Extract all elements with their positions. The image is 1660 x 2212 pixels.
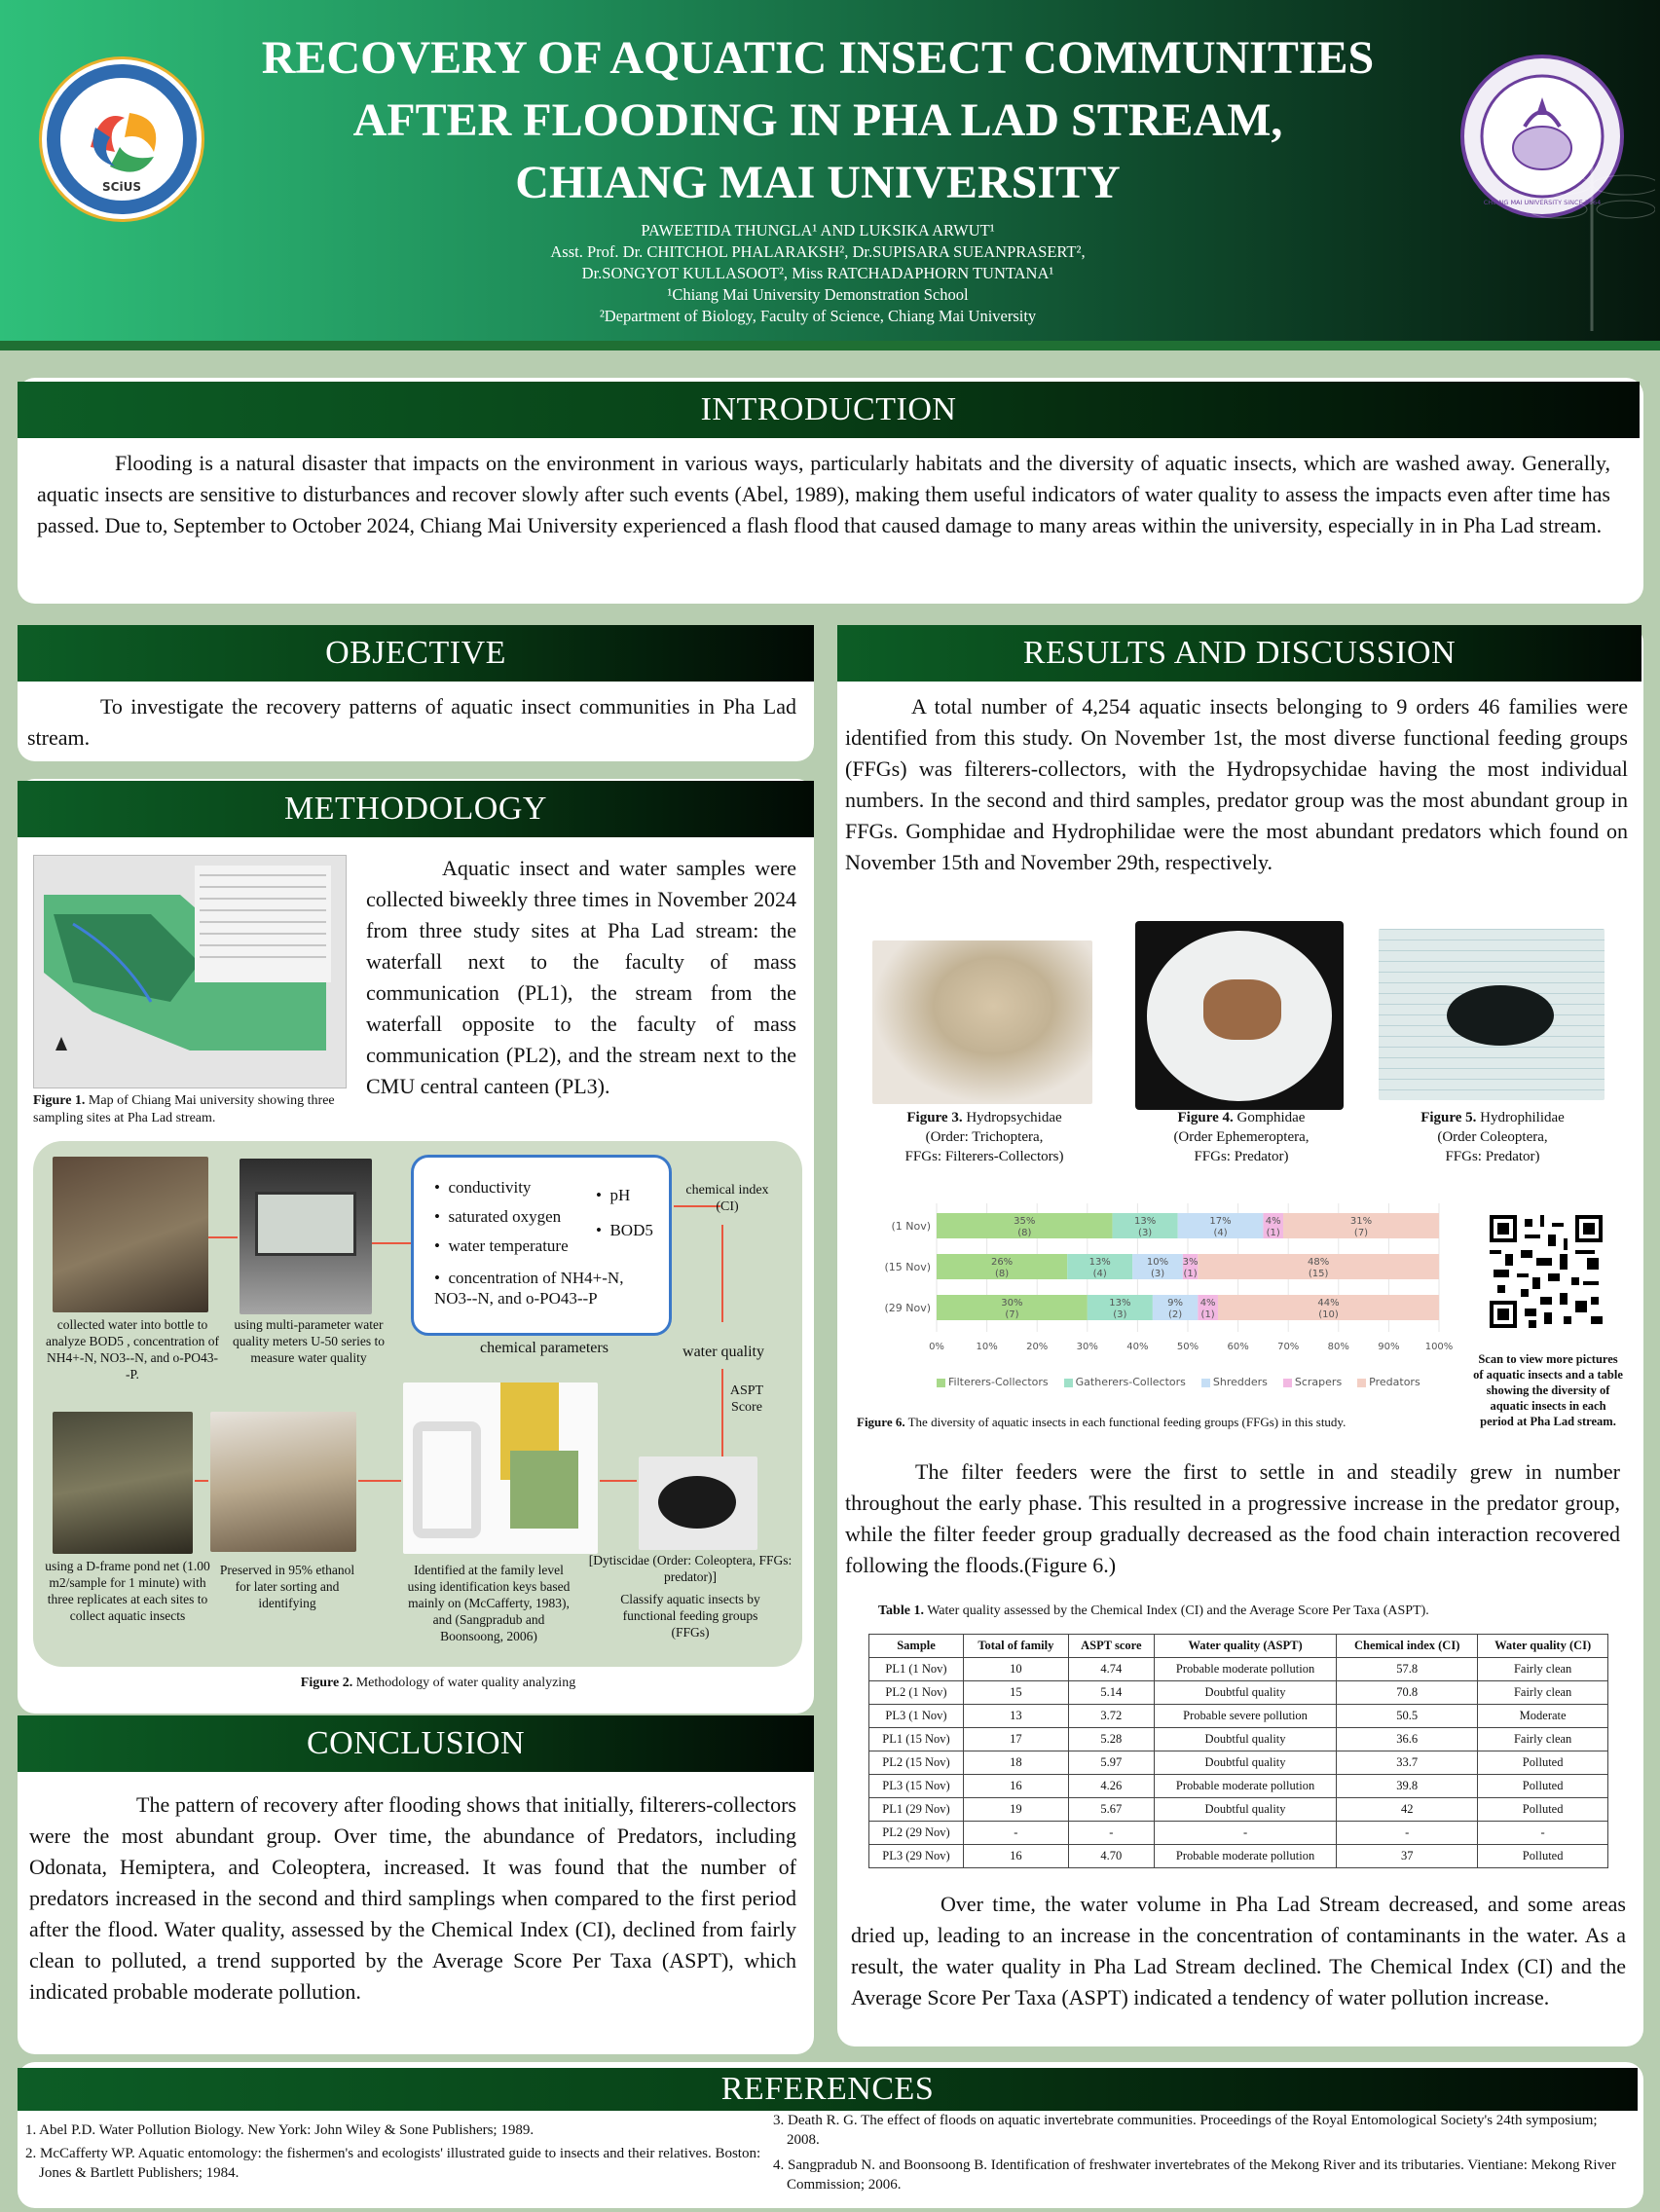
table-header-cell: Total of family — [964, 1635, 1069, 1658]
qr-code[interactable] — [1486, 1211, 1606, 1332]
figure-1-caption: Figure 1. Map of Chiang Mai university showing three sampling sites at Pha Lad stream. — [33, 1093, 335, 1125]
poster-header — [0, 0, 1660, 350]
table-cell: - — [1337, 1822, 1478, 1845]
arrow-ci-down — [721, 1225, 723, 1322]
data-label-count: (10) — [1318, 1309, 1339, 1320]
table-cell: 5.14 — [1068, 1681, 1154, 1705]
x-tick-label: 60% — [1227, 1342, 1249, 1352]
figure-3-caption: Figure 3. Hydropsychidae (Order: Trichoptera, FFGs: Filterers-Collectors) — [904, 1110, 1064, 1164]
arrow-preserve-to-identify — [358, 1480, 401, 1482]
table-cell: Fairly clean — [1478, 1681, 1608, 1705]
photo-dytiscidae — [639, 1456, 757, 1550]
table-cell: 39.8 — [1337, 1775, 1478, 1798]
dragonfly-watermark — [1529, 127, 1655, 341]
legend-item — [1064, 1376, 1186, 1388]
data-label-count: (15) — [1308, 1269, 1329, 1279]
table-cell: - — [964, 1822, 1069, 1845]
table-cell: 10 — [964, 1658, 1069, 1681]
step-classify-title: [Dytiscidae (Order: Coleoptera, FFGs: predator)] — [588, 1553, 793, 1584]
x-tick-label: 70% — [1277, 1342, 1300, 1352]
data-label-count: (1) — [1266, 1228, 1280, 1238]
table-row — [869, 1751, 1608, 1775]
reference-1: 1. Abel P.D. Water Pollution Biology. New York: John Wiley & Sone Publishers; 1989. — [25, 2122, 535, 2138]
arrow-meter-to-box — [372, 1242, 411, 1244]
table-cell: Polluted — [1478, 1798, 1608, 1822]
arrow-net-to-preserve — [195, 1480, 208, 1482]
x-tick-label: 30% — [1076, 1342, 1098, 1352]
table-cell: 57.8 — [1337, 1658, 1478, 1681]
table-cell: - — [1478, 1822, 1608, 1845]
introduction-heading: INTRODUCTION — [18, 382, 1640, 438]
step-water-meter: using multi-parameter water quality meters U-50 series to measure water quality — [233, 1317, 385, 1365]
param-bod5: • BOD5 — [596, 1221, 653, 1239]
arrow-water-to-meter — [208, 1236, 238, 1238]
introduction-text: Flooding is a natural disaster that impacts on the environment in various ways, particularly habitats and the diversity of aquatic insects, which are washed away. Generally, aquatic insects are sensitive to disturbances and recover slowly after such events (Abel, 1989), making them useful indicators of water quality to assess the impacts even after time has passed. Due to, September to October 2024, Chiang Mai University experienced a flash flood that caused damage to many areas within the university, especially in in Pha Lad stream. — [37, 451, 1610, 537]
water-quality-table — [868, 1634, 1608, 1868]
table-cell: Probable severe pollution — [1154, 1705, 1336, 1728]
table-cell: 19 — [964, 1798, 1069, 1822]
param-conductivity: • conductivity — [434, 1178, 532, 1197]
legend-item — [1357, 1376, 1420, 1388]
table-cell: 17 — [964, 1728, 1069, 1751]
svg-text:CHIANG MAI UNIVERSITY SINCE 19: CHIANG MAI UNIVERSITY SINCE 1964 — [1483, 199, 1602, 206]
table-cell: Probable moderate pollution — [1154, 1658, 1336, 1681]
poster-title: RECOVERY OF AQUATIC INSECT COMMUNITIES AFTER FLOODING IN PHA LAD STREAM, CHIANG MAI UNIVERSITY — [261, 32, 1375, 208]
data-label-count: (1) — [1200, 1309, 1215, 1320]
table-cell: 5.97 — [1068, 1751, 1154, 1775]
svg-text:SCiUS: SCiUS — [102, 180, 141, 194]
table-cell: 15 — [964, 1681, 1069, 1705]
table-row — [869, 1798, 1608, 1822]
scius-logo — [39, 56, 204, 222]
data-label-percent: 4% — [1265, 1216, 1281, 1227]
data-label-percent: 13% — [1134, 1216, 1157, 1227]
data-label-percent: 3% — [1182, 1257, 1199, 1268]
table-cell: 37 — [1337, 1845, 1478, 1868]
table-cell: Moderate — [1478, 1705, 1608, 1728]
objective-text: To investigate the recovery patterns of aquatic insect communities in Pha Lad stream. — [27, 694, 796, 750]
legend-swatch — [1357, 1379, 1366, 1387]
figure-6-caption: Figure 6. The diversity of aquatic insects in each functional feeding groups (FFGs) in this study. — [857, 1415, 1346, 1429]
table-cell: 3.72 — [1068, 1705, 1154, 1728]
legend-swatch — [937, 1379, 945, 1387]
table-cell: Probable moderate pollution — [1154, 1845, 1336, 1868]
photo-hydrophilidae — [1379, 929, 1605, 1100]
x-tick-label: 10% — [976, 1342, 998, 1352]
results-text-3: Over time, the water volume in Pha Lad Stream decreased, and some areas dried up, leading to an increase in the concentration of contaminants in the water. As a result, the water quality in Pha Lad Stream declined. The Chemical Index (CI) and the Average Score Per Taxa (ASPT) indicated a tendency of water pollution increase. — [851, 1892, 1626, 2009]
table-cell: Polluted — [1478, 1775, 1608, 1798]
table-row — [869, 1822, 1608, 1845]
step-classify: Classify aquatic insects by functional feeding groups (FFGs) — [620, 1592, 760, 1640]
table-header-cell: Chemical index (CI) — [1337, 1635, 1478, 1658]
references-heading: REFERENCES — [18, 2068, 1638, 2111]
data-label-count: (8) — [994, 1269, 1010, 1279]
x-tick-label: 80% — [1327, 1342, 1349, 1352]
qr-caption: Scan to view more pictures of aquatic insects and a table showing the diversity of aquatic insects in each period at Pha Lad stream. — [1473, 1352, 1623, 1428]
results-heading: RESULTS AND DISCUSSION — [837, 625, 1642, 682]
data-label-percent: 48% — [1308, 1257, 1330, 1268]
data-label-percent: 13% — [1088, 1257, 1111, 1268]
category-label: (15 Nov) — [884, 1261, 931, 1273]
data-label-percent: 9% — [1167, 1298, 1184, 1309]
table-cell: PL1 (29 Nov) — [869, 1798, 964, 1822]
legend-label: Shredders — [1212, 1376, 1268, 1388]
legend-label: Filterers-Collectors — [948, 1376, 1049, 1388]
table-cell: Polluted — [1478, 1751, 1608, 1775]
table-row — [869, 1775, 1608, 1798]
table-row — [869, 1658, 1608, 1681]
table-cell: PL3 (15 Nov) — [869, 1775, 964, 1798]
photo-gomphidae — [1135, 921, 1344, 1110]
legend-label: Predators — [1369, 1376, 1420, 1388]
table-cell: 42 — [1337, 1798, 1478, 1822]
chart-legend — [937, 1371, 1443, 1389]
data-label-count: (3) — [1150, 1269, 1165, 1279]
step-d-frame-net: using a D-frame pond net (1.00 m2/sample for 1 minute) with three replicates at each sites to collect aquatic insects — [45, 1559, 210, 1623]
table-cell: Fairly clean — [1478, 1658, 1608, 1681]
table-cell: PL2 (15 Nov) — [869, 1751, 964, 1775]
chemical-index-label: chemical index (CI) — [685, 1183, 769, 1214]
table-cell: Doubtful quality — [1154, 1681, 1336, 1705]
category-label: (1 Nov) — [891, 1220, 931, 1233]
table-cell: 50.5 — [1337, 1705, 1478, 1728]
arrow-identify-to-classify — [600, 1480, 637, 1482]
x-tick-label: 90% — [1378, 1342, 1400, 1352]
table-cell: Polluted — [1478, 1845, 1608, 1868]
data-label-count: (4) — [1092, 1269, 1107, 1279]
table-header-cell: Sample — [869, 1635, 964, 1658]
figure-2-caption: Figure 2. Methodology of water quality analyzing — [300, 1676, 576, 1690]
aspt-score-label: ASPT Score — [729, 1383, 764, 1415]
figure-5-caption: Figure 5. Hydrophilidae (Order Coleoptera, FFGs: Predator) — [1420, 1110, 1565, 1164]
legend-item — [1201, 1376, 1268, 1388]
table-header-row — [869, 1635, 1608, 1658]
table-cell: 5.67 — [1068, 1798, 1154, 1822]
table-cell: 33.7 — [1337, 1751, 1478, 1775]
table-row — [869, 1728, 1608, 1751]
category-label: (29 Nov) — [884, 1302, 931, 1314]
methodology-text: Aquatic insect and water samples were collected biweekly three times in November 2024 from three study sites at Pha Lad stream: the waterfall next to the faculty of mass communication (PL1), the stream from the waterfall opposite to the faculty of mass communication (PL2), and the stream next to the CMU central canteen (PL3). — [366, 856, 796, 1098]
table-cell: 18 — [964, 1751, 1069, 1775]
param-concentrations: • concentration of NH4+-N, NO3--N, and o-PO43--P — [434, 1269, 624, 1308]
table-cell: 16 — [964, 1775, 1069, 1798]
results-text-2: The filter feeders were the first to settle in and steadily grew in number throughout the early phase. This resulted in a progressive increase in the predator group, while the filter feeder group gradually decreased as the food chain interaction recovered following the floods.(Figure 6.) — [845, 1459, 1620, 1577]
figure-4-caption: Figure 4. Gomphidae (Order Ephemeroptera, FFGs: Predator) — [1173, 1110, 1310, 1164]
results-text-1: A total number of 4,254 aquatic insects belonging to 9 orders 46 families were identified from this study. On November 1st, the most diverse functional feeding groups (FFGs) was filterers-collectors, with the Hydropsychidae having the most individual numbers. In the second and third samples, predator group was the most abundant group in FFGs. Gomphidae and Hydrophilidae were the most abundant predators which found on November 15th and November 29th, respectively. — [845, 694, 1628, 874]
table-cell: 4.26 — [1068, 1775, 1154, 1798]
campus-map — [33, 855, 347, 1088]
table-cell: 5.28 — [1068, 1728, 1154, 1751]
data-label-count: (7) — [1353, 1228, 1369, 1238]
legend-item — [1283, 1376, 1342, 1388]
legend-label: Gatherers-Collectors — [1075, 1376, 1186, 1388]
table-cell: - — [1154, 1822, 1336, 1845]
table-1-caption: Table 1. Water quality assessed by the Chemical Index (CI) and the Average Score Per Taxa (ASPT). — [878, 1604, 1429, 1618]
reference-4: 4. Sangpradub N. and Boonsoong B. Identification of freshwater invertebrates of the Mekong River and its tributaries. Vientiane: Mekong River Commission; 2006. — [773, 2157, 1616, 2193]
table-cell: PL1 (1 Nov) — [869, 1658, 964, 1681]
table-cell: 16 — [964, 1845, 1069, 1868]
table-row — [869, 1681, 1608, 1705]
table-cell: 70.8 — [1337, 1681, 1478, 1705]
x-tick-label: 40% — [1126, 1342, 1149, 1352]
conclusion-heading: CONCLUSION — [18, 1715, 814, 1772]
table-cell: PL3 (29 Nov) — [869, 1845, 964, 1868]
table-row — [869, 1705, 1608, 1728]
step-identify: Identified at the family level using identification keys based mainly on (McCafferty, 1983), and (Sangpradub and Boonsoong, 2006) — [407, 1563, 571, 1643]
water-quality-label: water quality — [682, 1344, 764, 1360]
data-label-percent: 26% — [990, 1257, 1014, 1268]
conclusion-text: The pattern of recovery after flooding shows that initially, filterers-collectors were the most abundant group. Over time, the abundance of Predators, including Odonata, Hemiptera, and Coleoptera, increased. It was found that the number of predators increased in the second and third samplings when compared to the first period after the flood. Water quality, assessed by the Chemical Index (CI), declined from fairly clean to polluted, a trend supported by the Average Score Per Taxa (ASPT), which indicated probable moderate pollution. — [29, 1792, 796, 2004]
param-ph: • pH — [596, 1186, 631, 1204]
data-label-count: (4) — [1213, 1228, 1228, 1238]
photo-water-meter — [240, 1159, 372, 1314]
table-cell: Doubtful quality — [1154, 1751, 1336, 1775]
photo-hydropsychidae — [872, 940, 1092, 1104]
data-label-count: (2) — [1168, 1309, 1183, 1320]
data-label-percent: 17% — [1209, 1216, 1232, 1227]
table-cell: PL2 (1 Nov) — [869, 1681, 964, 1705]
data-label-percent: 4% — [1199, 1298, 1216, 1309]
methodology-heading: METHODOLOGY — [18, 781, 814, 837]
data-label-percent: 31% — [1349, 1216, 1373, 1227]
x-tick-label: 20% — [1026, 1342, 1049, 1352]
legend-swatch — [1201, 1379, 1210, 1387]
param-water-temperature: • water temperature — [434, 1236, 569, 1255]
table-row — [869, 1845, 1608, 1868]
table-cell: 4.74 — [1068, 1658, 1154, 1681]
data-label-count: (3) — [1138, 1228, 1153, 1238]
table-header-cell: ASPT score — [1068, 1635, 1154, 1658]
data-label-percent: 13% — [1109, 1298, 1131, 1309]
photo-collect-water — [53, 1157, 208, 1312]
header-stripe — [0, 341, 1660, 350]
legend-swatch — [1064, 1379, 1073, 1387]
data-label-count: (8) — [1017, 1228, 1032, 1238]
data-label-percent: 35% — [1014, 1216, 1036, 1227]
photo-preserve — [210, 1412, 356, 1552]
table-cell: 13 — [964, 1705, 1069, 1728]
step-collect-water: collected water into bottle to analyze BOD5 , concentration of NH4+-N, NO3--N, and o-PO43--P. — [45, 1317, 220, 1382]
data-label-count: (3) — [1113, 1309, 1127, 1320]
chemical-parameters-label: chemical parameters — [480, 1340, 609, 1356]
table-cell: PL3 (1 Nov) — [869, 1705, 964, 1728]
ffg-stacked-bar-chart — [839, 1196, 1460, 1390]
data-label-percent: 44% — [1317, 1298, 1340, 1309]
legend-swatch — [1283, 1379, 1292, 1387]
table-cell: 36.6 — [1337, 1728, 1478, 1751]
table-cell: Probable moderate pollution — [1154, 1775, 1336, 1798]
data-label-percent: 10% — [1146, 1257, 1169, 1268]
reference-2: 2. McCafferty WP. Aquatic entomology: the fishermen's and ecologists' illustrated guide to insects and their relatives. Boston: Jones & Bartlett Publishers; 1984. — [25, 2146, 761, 2181]
photo-d-frame-net — [53, 1412, 193, 1554]
table-cell: PL1 (15 Nov) — [869, 1728, 964, 1751]
table-cell: PL2 (29 Nov) — [869, 1822, 964, 1845]
table-header-cell: Water quality (CI) — [1478, 1635, 1608, 1658]
x-tick-label: 100% — [1424, 1342, 1454, 1352]
legend-label: Scrapers — [1294, 1376, 1343, 1388]
data-label-count: (1) — [1183, 1269, 1198, 1279]
table-header-cell: Water quality (ASPT) — [1154, 1635, 1336, 1658]
objective-heading: OBJECTIVE — [18, 625, 814, 682]
table-cell: Doubtful quality — [1154, 1728, 1336, 1751]
data-label-percent: 30% — [1001, 1298, 1023, 1309]
legend-item — [937, 1376, 1049, 1388]
photo-microscope — [403, 1382, 598, 1554]
table-cell: 4.70 — [1068, 1845, 1154, 1868]
x-tick-label: 0% — [929, 1342, 944, 1352]
authors-block: PAWEETIDA THUNGLA¹ AND LUKSIKA ARWUT¹ Asst. Prof. Dr. CHITCHOL PHALARAKSH², Dr.SUPISARA SUEANPRASERT², Dr.SONGYOT KULLASOOT², Miss RATCHADAPHORN TUNTANA¹ ¹Chiang Mai University Demonstration School ²Department of Biology, Faculty of Science, Chiang Mai University — [550, 221, 1086, 325]
table-cell: - — [1068, 1822, 1154, 1845]
reference-3: 3. Death R. G. The effect of floods on aquatic invertebrate communities. Proceedings of the Royal Entomological Society's 24th symposium; 2008. — [773, 2113, 1598, 2148]
step-preserve: Preserved in 95% ethanol for later sorting and identifying — [219, 1563, 355, 1610]
table-cell: Doubtful quality — [1154, 1798, 1336, 1822]
data-label-count: (7) — [1005, 1309, 1019, 1320]
x-tick-label: 50% — [1176, 1342, 1199, 1352]
param-saturated-oxygen: • saturated oxygen — [434, 1207, 562, 1226]
table-cell: Fairly clean — [1478, 1728, 1608, 1751]
